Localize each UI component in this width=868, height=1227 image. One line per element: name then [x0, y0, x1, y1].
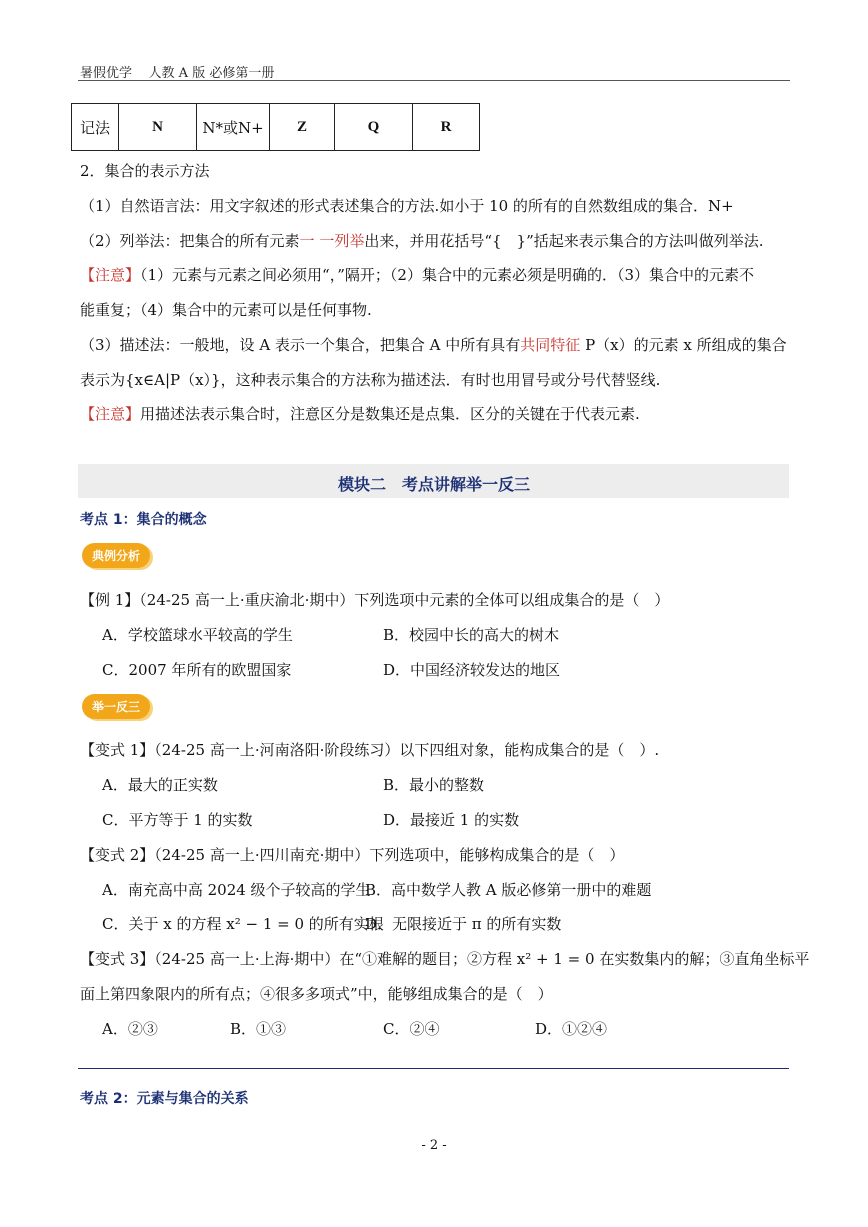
section-title: 2．集合的表示方法 [80, 162, 210, 180]
kaodian-heading: 考点 1：集合的概念 [80, 512, 207, 528]
text: （1）元素与元素之间必须用“，”隔开；（2）集合中的元素必须是明确的．（3）集合中的元素不 [140, 266, 754, 284]
highlight-text: 一 一列举 [299, 232, 365, 250]
note-tag: 【注意】 [80, 405, 141, 423]
highlight-text: 共同特征 [520, 336, 581, 354]
option-c: C．平方等于 1 的实数 [102, 811, 253, 829]
option-b: B．校园中长的高大的树木 [383, 626, 560, 644]
notation-table [71, 103, 480, 151]
notation-cell: Z [270, 104, 335, 151]
header-rule [78, 80, 790, 81]
paragraph-natural-language: （1）自然语言法：用文字叙述的形式表述集合的方法.如小于 10 的所有的自然数组成的集合．N+ [80, 197, 734, 215]
option-a: A．最大的正实数 [102, 776, 218, 794]
text: （2）列举法：把集合的所有元素 [80, 232, 300, 250]
variant-stem: 【变式 3】（24-25 高一上·上海·期中）在“①难解的题目；②方程 x² + 1 = 0 在实数集内的解；③直角坐标平 [80, 950, 810, 968]
variant-stem-cont: 面上第四象限内的所有点；④很多多项式”中，能够组成集合的是（ ） [80, 985, 553, 1003]
option-b: B．①③ [230, 1020, 287, 1038]
option-d: D．最接近 1 的实数 [383, 811, 520, 829]
option-d: D．①②④ [535, 1020, 608, 1038]
note-2 [80, 403, 640, 424]
option-c: C．关于 x 的方程 x² − 1 = 0 的所有实根 [102, 915, 384, 933]
option-b: B．最小的整数 [383, 776, 485, 794]
option-a: A．学校篮球水平较高的学生 [102, 626, 293, 644]
text: 出来，并用花括号“{ }”括起来表示集合的方法叫做列举法. [364, 232, 764, 250]
example-badge: 典例分析 [82, 543, 150, 568]
running-header [80, 62, 274, 81]
option-c: C．②④ [383, 1020, 440, 1038]
kaodian-heading: 考点 2：元素与集合的关系 [80, 1091, 249, 1107]
text: P（x）的元素 x 所组成的集合 [580, 336, 787, 354]
note-1-cont: 能重复；（4）集合中的元素可以是任何事物. [80, 301, 372, 319]
note-1 [80, 264, 754, 285]
option-d: D．中国经济较发达的地区 [383, 661, 561, 679]
example-stem: 【例 1】（24-25 高一上·重庆渝北·期中）下列选项中元素的全体可以组成集合的是（ ） [80, 591, 670, 609]
option-b: B．高中数学人教 A 版必修第一册中的难题 [365, 881, 652, 899]
module-title: 模块二 考点讲解举一反三 [337, 475, 530, 494]
notation-cell: Q [335, 104, 413, 151]
notation-cell: N [119, 104, 197, 151]
header-edition: 人教 A 版 必修第一册 [148, 66, 275, 81]
option-c: C．2007 年所有的欧盟国家 [102, 661, 292, 679]
practice-badge: 举一反三 [82, 694, 150, 719]
option-a: A．②③ [102, 1020, 158, 1038]
header-left: 暑假优学 [80, 66, 133, 81]
text: 用描述法表示集合时，注意区分是数集还是点集．区分的关键在于代表元素. [140, 405, 640, 423]
note-tag: 【注意】 [80, 266, 141, 284]
page-number: - 2 - [421, 1138, 447, 1153]
paragraph-description [80, 334, 787, 355]
notation-cell: N*或N+ [197, 104, 270, 151]
notation-cell: R [413, 104, 480, 151]
section-divider [78, 1068, 789, 1069]
text: （3）描述法：一般地，设 A 表示一个集合，把集合 A 中所有具有 [80, 336, 521, 354]
paragraph-enumeration [80, 230, 764, 251]
variant-stem: 【变式 2】（24-25 高一上·四川南充·期中）下列选项中，能够构成集合的是（ ） [80, 846, 625, 864]
option-a: A．南充高中高 2024 级个子较高的学生 [102, 881, 371, 899]
notation-label: 记法 [72, 104, 119, 151]
variant-stem: 【变式 1】（24-25 高一上·河南洛阳·阶段练习）以下四组对象，能构成集合的是（ ）. [80, 741, 660, 759]
option-d: D．无限接近于 π 的所有实数 [365, 915, 562, 933]
paragraph-description-cont: 表示为{x∈A|P（x）}，这种表示集合的方法称为描述法．有时也用冒号或分号代替竖线. [80, 371, 661, 389]
